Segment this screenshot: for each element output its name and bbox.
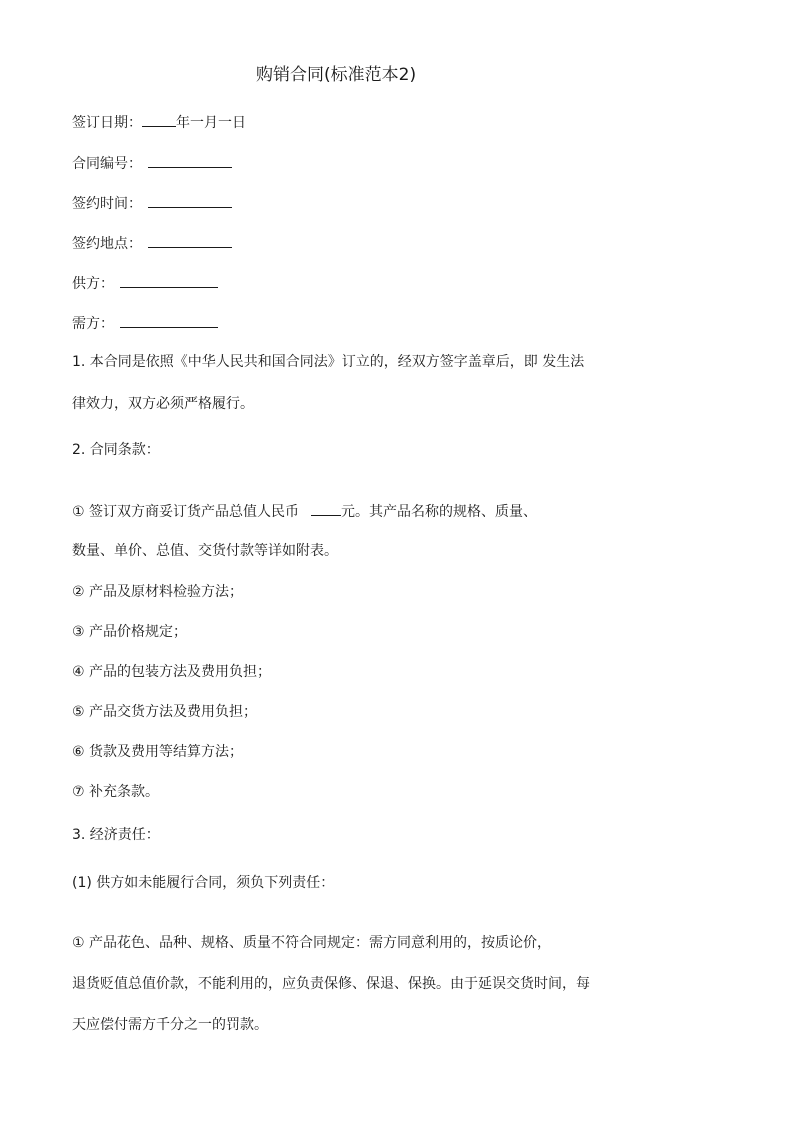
total-value-blank[interactable] xyxy=(311,502,341,516)
signing-place-blank[interactable] xyxy=(148,234,232,248)
document-title: 购销合同(标准范本2) xyxy=(256,65,417,85)
signing-time-blank[interactable] xyxy=(148,194,232,208)
signing-date-field xyxy=(72,113,246,132)
supplier-field xyxy=(72,274,218,293)
section2-item3: ③ 产品价格规定； xyxy=(72,624,188,640)
contract-number-field xyxy=(72,154,232,173)
section1-line1: 1. 本合同是依照《中华人民共和国合同法》订立的，经双方签字盖章后，即 发生法 xyxy=(72,354,585,370)
section2-item7: ⑦ 补充条款。 xyxy=(72,784,160,800)
signing-date-suffix: 年一月一日 xyxy=(176,115,246,131)
supplier-label: 供方： xyxy=(72,276,114,292)
signing-time-field xyxy=(72,194,232,213)
signing-date-label: 签订日期： xyxy=(72,115,142,131)
section2-item6: ⑥ 货款及费用等结算方法； xyxy=(72,744,244,760)
section2-item2: ② 产品及原材料检验方法； xyxy=(72,584,244,600)
supplier-blank[interactable] xyxy=(120,274,218,288)
section3-item1-line3: 天应偿付需方千分之一的罚款。 xyxy=(72,1017,268,1033)
section3-item1-line2: 退货贬值总值价款，不能利用的，应负责保修、保退、保换。由于延误交货时间，每 xyxy=(72,976,590,992)
buyer-blank[interactable] xyxy=(120,314,218,328)
signing-place-label: 签约地点： xyxy=(72,236,142,252)
section2-item1-text-post: 元。其产品名称的规格、质量、 xyxy=(341,504,538,520)
section2-item1-text-pre: ① 签订双方商妥订货产品总值人民币 xyxy=(72,504,300,520)
signing-place-field xyxy=(72,234,232,253)
contract-number-blank[interactable] xyxy=(148,154,232,168)
signing-date-blank[interactable] xyxy=(142,113,176,127)
section2-heading: 2. 合同条款： xyxy=(72,442,160,458)
buyer-label: 需方： xyxy=(72,316,114,332)
buyer-field xyxy=(72,314,218,333)
section1-line2: 律效力，双方必须严格履行。 xyxy=(72,396,254,412)
section2-item5: ⑤ 产品交货方法及费用负担； xyxy=(72,704,258,720)
section3-sub1: (1) 供方如未能履行合同，须负下列责任： xyxy=(72,875,335,891)
section2-item4: ④ 产品的包装方法及费用负担； xyxy=(72,664,272,680)
section2-item1-line1 xyxy=(72,502,537,521)
section3-item1-line1: ① 产品花色、品种、规格、质量不符合同规定：需方同意利用的，按质论价， xyxy=(72,935,551,951)
section3-heading: 3. 经济责任： xyxy=(72,827,160,843)
contract-number-label: 合同编号： xyxy=(72,156,142,172)
signing-time-label: 签约时间： xyxy=(72,196,142,212)
section2-item1-line2: 数量、单价、总值、交货付款等详如附表。 xyxy=(72,543,338,559)
